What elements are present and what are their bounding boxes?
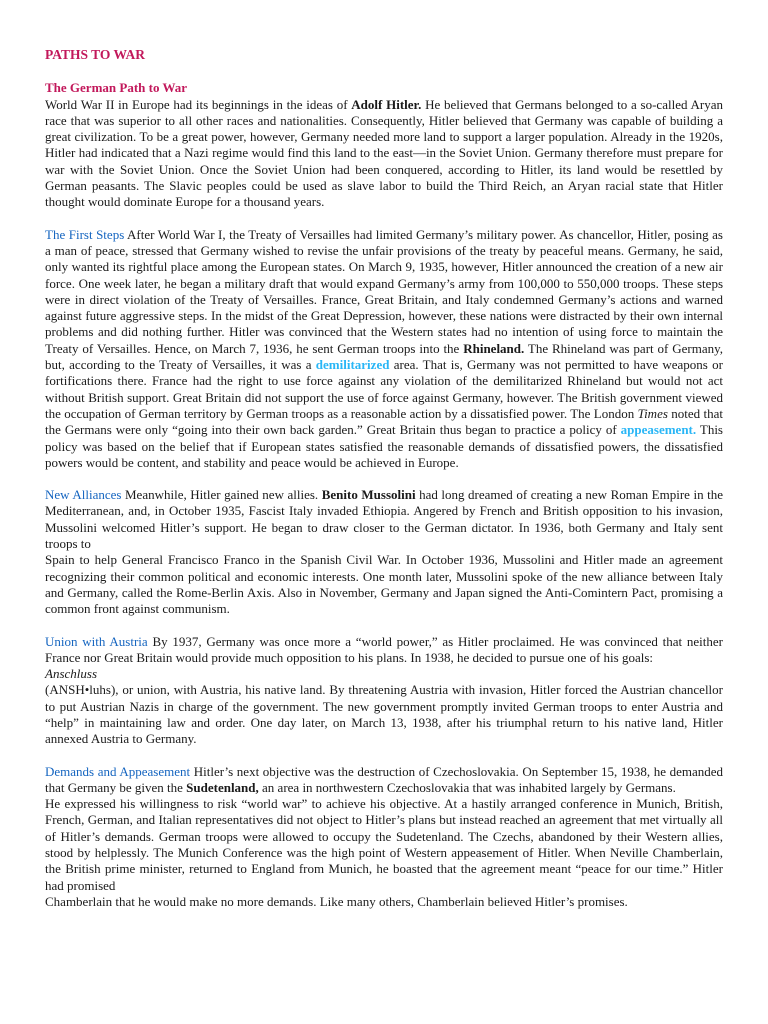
text: Meanwhile, Hitler gained new allies. bbox=[121, 487, 322, 503]
section-heading-first-steps: The First Steps bbox=[45, 226, 125, 242]
section-heading-demands-appeasement: Demands and Appeasement bbox=[45, 763, 191, 779]
section-demands-appeasement bbox=[45, 764, 723, 911]
text: had long dreamed of creating a new Roman Empire in the Mediterranean, and, in October 1935, Fascist Italy invaded Ethiopia. Angered by French and British opposition to his invasion, Mussolini welcomed Hitler’s support. He began to draw closer to the German dictator. In 1936, both Germany and Italy sent troops to bbox=[45, 487, 724, 552]
bold-term-sudetenland: Sudetenland, bbox=[186, 779, 259, 795]
text: The Rhineland was part of Germany, but, according to the Treaty of Versailles, it was a bbox=[45, 340, 723, 373]
paragraph-german-path bbox=[45, 97, 723, 211]
text: After World War I, the Treaty of Versailles had limited Germany’s military power. As chancellor, Hitler, posing as a man of peace, stressed that Germany wished to revise the unfair provisions of the treaty by peaceful means. Germany, he said, only wanted its rightful place among the European states. On March 9, 1935, however, Hitler announced the creation of a new air force. One week later, he began a military draft that would expand Germany’s army from 100,000 to 550,000 troops. These steps were in direct violation of the Treaty of Versailles. France, Great Britain, and Italy condemned Germany’s actions and warned against future aggressive steps. In the midst of the Great Depression, however, these nations were distracted by their own internal problems and did nothing further. Hitler was convinced that the Western states had no intention of using force to maintain the Treaty of Versailles. Hence, on March 7, 1936, he sent German troops into the bbox=[45, 226, 723, 356]
paragraph-demands-appeasement bbox=[45, 764, 723, 797]
italic-times: Times bbox=[637, 405, 668, 421]
section-union-austria bbox=[45, 634, 723, 748]
paragraph-union-austria-continued: (ANSH•luhs), or union, with Austria, his native land. By threatening Austria with invasion, Hitler forced the Austrian chancellor to put Austrian Nazis in charge of the government. The new government promptly invited German troops to enter Austria and “help” in maintaining law and order. One day later, on March 13, 1938, after his triumphal return to his native land, Hitler annexed Austria to Germany. bbox=[45, 682, 723, 747]
bold-term-mussolini: Benito Mussolini bbox=[321, 487, 416, 503]
section-heading-new-alliances: New Alliances bbox=[45, 487, 122, 503]
paragraph-new-alliances bbox=[45, 487, 723, 552]
section-heading-union-austria: Union with Austria bbox=[45, 633, 148, 649]
italic-term-anschluss: Anschluss bbox=[45, 666, 97, 682]
paragraph-new-alliances-continued: Spain to help General Francisco Franco in the Spanish Civil War. In October 1936, Mussolini and Hitler made an agreement recognizing their common political and economic interests. One month later, Mussolini spoke of the new alliance between Italy and Germany, called the Rome-Berlin Axis. Also in November, Germany and Japan signed the Anti-Comintern Pact, promising a common front against communism. bbox=[45, 552, 723, 617]
paragraph-union-austria bbox=[45, 634, 723, 667]
page-title: PATHS TO WAR bbox=[45, 47, 146, 62]
text: This policy was based on the belief that if European states satisfied the reasonable demands of dissatisfied powers, the dissatisfied powers would be content, and stability and peace would be achieved in Europe. bbox=[45, 422, 723, 470]
keyword-appeasement: appeasement. bbox=[620, 422, 697, 438]
text: noted that the Germans were only “going into their own back garden.” Great Britain thus began to practice a policy of bbox=[45, 405, 723, 438]
text: World War II in Europe had its beginnings in the ideas of bbox=[45, 96, 352, 112]
paragraph-munich: He expressed his willingness to risk “world war” to achieve his objective. At a hastily arranged conference in Munich, British, French, German, and Italian representatives did not object to Hitler’s plans but instead reached an agreement that met virtually all of Hitler’s demands. German troops were allowed to occupy the Sudetenland. The Czechs, abandoned by their Western allies, stood by helplessly. The Munich Conference was the high point of Western appeasement of Hitler. When Neville Chamberlain, the British prime minister, returned to England from Munich, he boasted that the agreement meant “peace for our time.” Hitler had promised bbox=[45, 796, 723, 893]
bold-term-hitler: Adolf Hitler. bbox=[351, 96, 422, 112]
text: an area in northwestern Czechoslovakia that was inhabited largely by Germans. bbox=[258, 779, 676, 795]
italic-anschluss bbox=[45, 666, 723, 682]
section-first-steps bbox=[45, 227, 723, 471]
paragraph-chamberlain: Chamberlain that he would make no more demands. Like many others, Chamberlain believed Hitler’s promises. bbox=[45, 893, 628, 909]
paragraph-first-steps bbox=[45, 227, 723, 471]
keyword-demilitarized: demilitarized bbox=[315, 357, 390, 373]
section-heading-german-path: The German Path to War bbox=[45, 80, 188, 96]
bold-term-rhineland: Rhineland. bbox=[463, 340, 525, 356]
text: By 1937, Germany was once more a “world power,” as Hitler proclaimed. He was convinced that neither France nor Great Britain would provide much opposition to his plans. In 1938, he decided to pursue one of his goals: bbox=[45, 633, 723, 665]
text: area. That is, Germany was not permitted to have weapons or fortifications there. France had the right to use force against any violation of the demilitarized Rhineland but would not act without British support. Great Britain did not support the use of force against Germany, however. The British government viewed the occupation of German territory by German troops as a reasonable action by a dissatisfied power. The London bbox=[45, 357, 723, 421]
text: Hitler’s next objective was the destruction of Czechoslovakia. On September 15, 1938, he demanded that Germany be given the bbox=[45, 763, 724, 795]
section-german-path bbox=[45, 80, 723, 210]
section-new-alliances bbox=[45, 487, 723, 617]
text: He believed that Germans belonged to a so-called Aryan race that was superior to all other races and nationalities. Consequently, Hitler believed that Germany was capable of building a great civilization. To be a great power, however, Germany needed more land to support a larger population. Already in the 1920s, Hitler had indicated that a Nazi regime would find this land to the east—in the Soviet Union. Germany therefore must prepare for war with the Soviet Union. Once the Soviet Union had been conquered, according to Hitler, its land would be resettled by German peasants. The Slavic peoples could be used as slave labor to build the Third Reich, an Aryan racial state that Hitler thought would dominate Europe for a thousand years. bbox=[45, 96, 723, 210]
